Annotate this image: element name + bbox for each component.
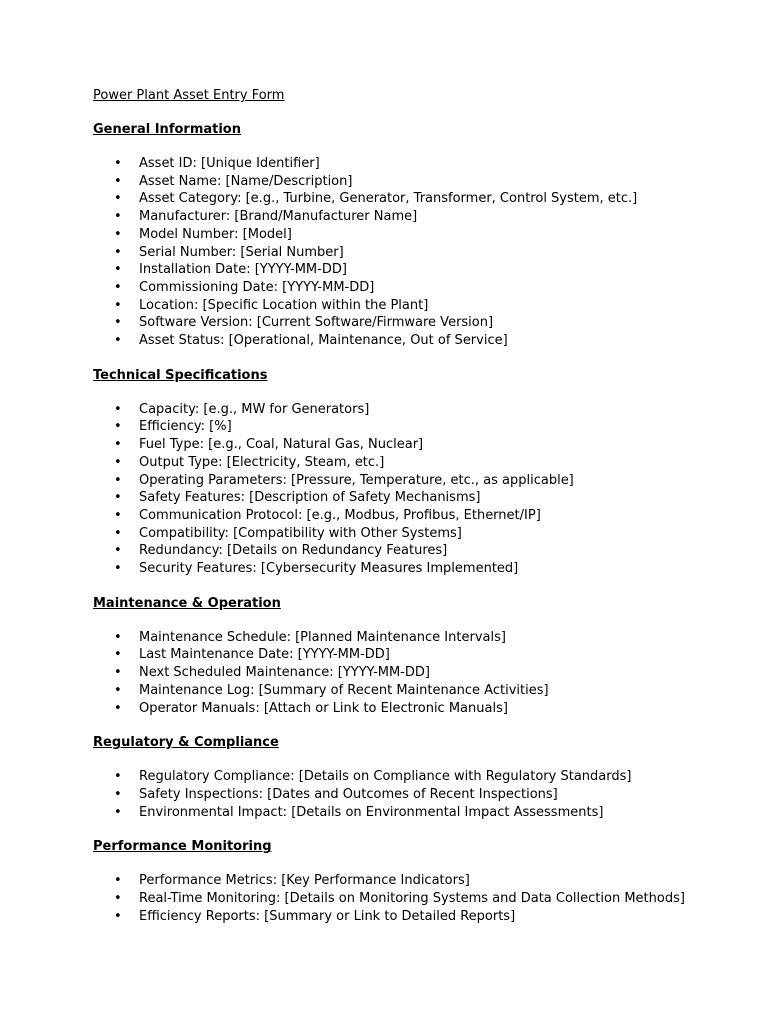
list-item	[93, 890, 733, 908]
list-item-text: Last Maintenance Date: [YYYY-MM-DD]	[139, 647, 390, 663]
section-heading: Technical Specifications	[93, 367, 268, 383]
list-item-text: Operator Manuals: [Attach or Link to Electronic Manuals]	[139, 700, 508, 716]
bullet-icon: •	[114, 244, 122, 260]
list-item	[93, 908, 733, 926]
bullet-icon: •	[114, 629, 122, 645]
bullet-icon: •	[114, 786, 122, 802]
list-item-text: Location: [Specific Location within the Plant]	[139, 297, 429, 313]
list-item	[93, 314, 733, 332]
section-item-list	[93, 872, 733, 925]
bullet-icon: •	[114, 209, 122, 225]
list-item-text: Safety Inspections: [Dates and Outcomes of Recent Inspections]	[139, 786, 558, 802]
list-item	[93, 279, 733, 297]
bullet-icon: •	[114, 665, 122, 681]
section-heading: Regulatory & Compliance	[93, 735, 279, 751]
list-item-text: Manufacturer: [Brand/Manufacturer Name]	[139, 209, 418, 225]
bullet-icon: •	[114, 333, 122, 349]
document-page	[93, 87, 733, 943]
bullet-icon: •	[114, 490, 122, 506]
bullet-icon: •	[114, 682, 122, 698]
list-item	[93, 872, 733, 890]
section-item-list	[93, 629, 733, 718]
section-heading: General Information	[93, 122, 241, 137]
list-item	[93, 297, 733, 315]
list-item-text: Operating Parameters: [Pressure, Temperature, etc., as applicable]	[139, 472, 574, 488]
form-section	[93, 595, 733, 718]
list-item	[93, 525, 733, 543]
list-item-text: Model Number: [Model]	[139, 226, 292, 242]
bullet-icon: •	[114, 647, 122, 663]
bullet-icon: •	[114, 891, 122, 907]
list-item-text: Serial Number: [Serial Number]	[139, 244, 344, 260]
list-item	[93, 646, 733, 664]
bullet-icon: •	[114, 156, 122, 171]
bullet-icon: •	[114, 908, 122, 924]
list-item-text: Performance Metrics: [Key Performance Indicators]	[139, 873, 470, 889]
section-heading: Performance Monitoring	[93, 839, 272, 855]
bullet-icon: •	[114, 226, 122, 242]
document-sections	[93, 121, 733, 926]
bullet-icon: •	[114, 419, 122, 435]
list-item	[93, 768, 733, 786]
list-item	[93, 507, 733, 525]
list-item-text: Compatibility: [Compatibility with Other Systems]	[139, 525, 462, 541]
bullet-icon: •	[114, 873, 122, 889]
list-item	[93, 664, 733, 682]
list-item-text: Efficiency: [%]	[139, 419, 232, 435]
list-item-text: Asset ID: [Unique Identifier]	[139, 156, 320, 171]
list-item-text: Maintenance Log: [Summary of Recent Maintenance Activities]	[139, 682, 549, 698]
list-item	[93, 401, 733, 419]
list-item-text: Real-Time Monitoring: [Details on Monitoring Systems and Data Collection Methods]	[139, 891, 685, 907]
list-item-text: Installation Date: [YYYY-MM-DD]	[139, 262, 347, 278]
list-item-text: Capacity: [e.g., MW for Generators]	[139, 401, 370, 417]
list-item	[93, 786, 733, 804]
bullet-icon: •	[114, 173, 122, 189]
list-item-text: Safety Features: [Description of Safety Mechanisms]	[139, 490, 481, 506]
list-item	[93, 489, 733, 507]
bullet-icon: •	[114, 525, 122, 541]
list-item-text: Environmental Impact: [Details on Environmental Impact Assessments]	[139, 804, 604, 820]
form-section	[93, 838, 733, 925]
list-item	[93, 454, 733, 472]
list-item-text: Fuel Type: [e.g., Coal, Natural Gas, Nuclear]	[139, 437, 424, 453]
bullet-icon: •	[114, 804, 122, 820]
list-item	[93, 542, 733, 560]
list-item	[93, 472, 733, 490]
list-item-text: Software Version: [Current Software/Firmware Version]	[139, 315, 494, 331]
form-section	[93, 367, 733, 578]
list-item-text: Output Type: [Electricity, Steam, etc.]	[139, 454, 385, 470]
list-item	[93, 173, 733, 191]
list-item-text: Security Features: [Cybersecurity Measures Implemented]	[139, 561, 519, 577]
list-item-text: Asset Category: [e.g., Turbine, Generator, Transformer, Control System, etc.]	[139, 191, 638, 207]
list-item	[93, 226, 733, 244]
list-item	[93, 244, 733, 262]
list-item-text: Asset Name: [Name/Description]	[139, 173, 353, 189]
bullet-icon: •	[114, 262, 122, 278]
bullet-icon: •	[114, 401, 122, 417]
list-item	[93, 629, 733, 647]
section-item-list	[93, 155, 733, 350]
bullet-icon: •	[114, 543, 122, 559]
section-item-list	[93, 768, 733, 821]
list-item-text: Next Scheduled Maintenance: [YYYY-MM-DD]	[139, 665, 430, 681]
list-item	[93, 261, 733, 279]
bullet-icon: •	[114, 191, 122, 207]
list-item	[93, 700, 733, 718]
bullet-icon: •	[114, 297, 122, 313]
bullet-icon: •	[114, 769, 122, 785]
document-title: Power Plant Asset Entry Form	[93, 88, 285, 103]
list-item	[93, 155, 733, 173]
list-item-text: Efficiency Reports: [Summary or Link to Detailed Reports]	[139, 908, 516, 924]
list-item-text: Communication Protocol: [e.g., Modbus, Profibus, Ethernet/IP]	[139, 507, 541, 523]
bullet-icon: •	[114, 507, 122, 523]
bullet-icon: •	[114, 561, 122, 577]
list-item	[93, 418, 733, 436]
list-item	[93, 804, 733, 822]
section-item-list	[93, 401, 733, 578]
list-item	[93, 332, 733, 350]
list-item	[93, 682, 733, 700]
list-item	[93, 190, 733, 208]
form-section	[93, 121, 733, 350]
bullet-icon: •	[114, 472, 122, 488]
list-item	[93, 208, 733, 226]
list-item-text: Asset Status: [Operational, Maintenance, Out of Service]	[139, 333, 508, 349]
list-item-text: Regulatory Compliance: [Details on Compliance with Regulatory Standards]	[139, 769, 632, 785]
section-heading: Maintenance & Operation	[93, 595, 281, 611]
form-section	[93, 734, 733, 821]
bullet-icon: •	[114, 437, 122, 453]
bullet-icon: •	[114, 700, 122, 716]
bullet-icon: •	[114, 315, 122, 331]
list-item-text: Commissioning Date: [YYYY-MM-DD]	[139, 279, 375, 295]
list-item-text: Maintenance Schedule: [Planned Maintenance Intervals]	[139, 629, 506, 645]
list-item	[93, 436, 733, 454]
list-item-text: Redundancy: [Details on Redundancy Features]	[139, 543, 448, 559]
bullet-icon: •	[114, 454, 122, 470]
bullet-icon: •	[114, 279, 122, 295]
list-item	[93, 560, 733, 578]
